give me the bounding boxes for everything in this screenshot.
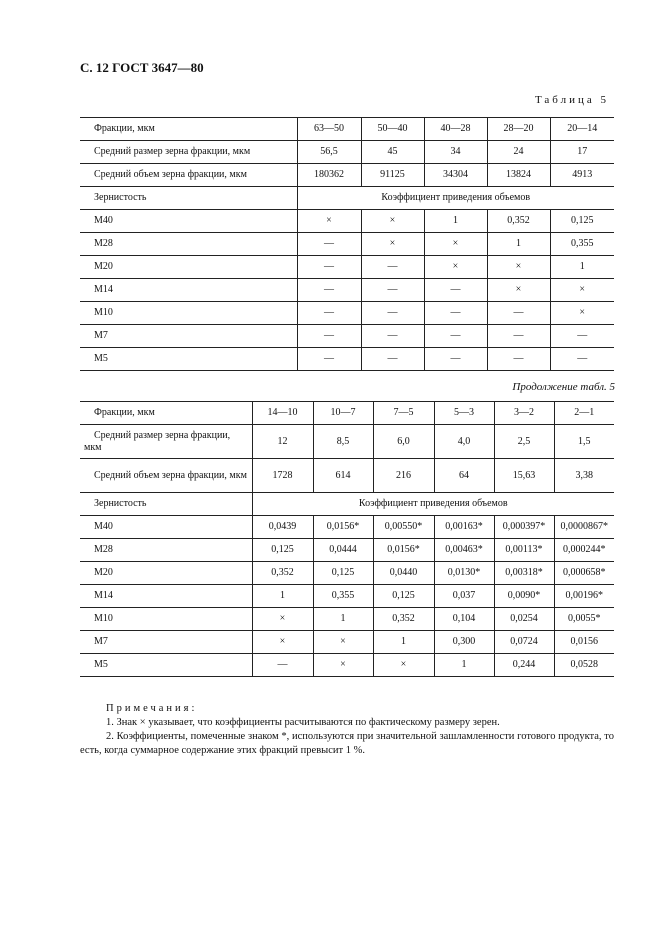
header-cell: 50—40 [361, 118, 424, 141]
coef-cell: — [487, 348, 550, 371]
row-mean-size-row [80, 425, 614, 459]
table-row [80, 539, 614, 562]
coef-cell: × [361, 210, 424, 233]
continuation-label: Продолжение табл. 5 [512, 381, 615, 393]
grit-cell: М5 [80, 348, 297, 371]
table-row [80, 233, 614, 256]
header-cell: 4913 [550, 164, 614, 187]
coef-cell: — [550, 348, 614, 371]
coef-cell: 1 [424, 210, 487, 233]
coef-cell: 0,244 [494, 654, 554, 677]
coef-cell: 0,037 [434, 585, 494, 608]
grit-header-row [80, 187, 614, 210]
header-cell: 1,5 [554, 425, 614, 459]
coef-cell: 0,352 [373, 608, 434, 631]
coef-cell: — [424, 325, 487, 348]
coef-cell: 0,000244* [554, 539, 614, 562]
grit-cell: М7 [80, 325, 297, 348]
coef-cell: 0,0439 [252, 516, 313, 539]
coef-cell: 0,352 [487, 210, 550, 233]
header-cell: 56,5 [297, 141, 361, 164]
coef-cell: 0,104 [434, 608, 494, 631]
coef-cell: — [487, 302, 550, 325]
coef-cell: × [424, 233, 487, 256]
grit-cell: М28 [80, 233, 297, 256]
header-cell: 17 [550, 141, 614, 164]
coef-cell: × [424, 256, 487, 279]
coef-cell: — [487, 325, 550, 348]
coef-cell: — [424, 348, 487, 371]
coef-cell: — [424, 279, 487, 302]
table-row [80, 654, 614, 677]
header-cell: 3,38 [554, 459, 614, 493]
coef-cell: — [297, 233, 361, 256]
coef-cell: 1 [434, 654, 494, 677]
header-cell: 1728 [252, 459, 313, 493]
header-cell: 34 [424, 141, 487, 164]
grit-cell: М5 [80, 654, 252, 677]
coef-cell: × [252, 631, 313, 654]
table-row [80, 608, 614, 631]
header-cell: 24 [487, 141, 550, 164]
table-label: Таблица 5 [534, 94, 609, 106]
coef-cell: — [297, 302, 361, 325]
coef-cell: × [487, 256, 550, 279]
header-cell: 3—2 [494, 402, 554, 425]
coef-cell: 1 [487, 233, 550, 256]
coef-cell: 0,00163* [434, 516, 494, 539]
coef-cell: 0,000397* [494, 516, 554, 539]
coef-cell: 0,0055* [554, 608, 614, 631]
table-row [80, 302, 614, 325]
coef-cell: × [297, 210, 361, 233]
table-row [80, 279, 614, 302]
coef-cell: 0,125 [550, 210, 614, 233]
grit-cell: М20 [80, 562, 252, 585]
coef-cell: — [361, 279, 424, 302]
table-row [80, 585, 614, 608]
coef-cell: 0,0090* [494, 585, 554, 608]
coef-cell: 0,00196* [554, 585, 614, 608]
grit-cell: М20 [80, 256, 297, 279]
coef-cell: × [252, 608, 313, 631]
coef-cell: 0,355 [550, 233, 614, 256]
grit-cell: М28 [80, 539, 252, 562]
coef-cell: × [487, 279, 550, 302]
coef-cell: 0,125 [373, 585, 434, 608]
coef-cell: × [550, 279, 614, 302]
table-row [80, 631, 614, 654]
coef-cell: 0,00318* [494, 562, 554, 585]
coef-cell: 0,00463* [434, 539, 494, 562]
header-cell: 216 [373, 459, 434, 493]
coef-cell: 0,00113* [494, 539, 554, 562]
row-label: Средний размер зерна фракции, мкм [80, 141, 297, 164]
coef-cell: 0,0156* [373, 539, 434, 562]
coef-cell: 0,0440 [373, 562, 434, 585]
row-fractions-row [80, 402, 614, 425]
coef-cell: 0,00550* [373, 516, 434, 539]
header-cell: 10—7 [313, 402, 373, 425]
grit-label: Зернистость [80, 187, 297, 210]
note-2: 2. Коэффициенты, помеченные знаком *, используются при значительной зашламленности готового продукта, то есть, когда суммарное содержание этих фракций превысит 1 %. [80, 731, 614, 756]
coef-label: Коэффициент приведения объемов [252, 493, 614, 516]
header-cell: 4,0 [434, 425, 494, 459]
row-label: Средний размер зерна фракции, мкм [80, 425, 252, 459]
header-cell: 91125 [361, 164, 424, 187]
row-mean-size-row [80, 141, 614, 164]
header-cell: 63—50 [297, 118, 361, 141]
header-cell: 45 [361, 141, 424, 164]
coef-cell: 1 [313, 608, 373, 631]
header-cell: 15,63 [494, 459, 554, 493]
note-1: 1. Знак × указывает, что коэффициенты расчитываются по фактическому размеру зерен. [106, 717, 500, 728]
coef-cell: — [361, 325, 424, 348]
coef-cell: 0,355 [313, 585, 373, 608]
header-cell: 20—14 [550, 118, 614, 141]
coef-label: Коэффициент приведения объемов [297, 187, 614, 210]
row-mean-volume-row [80, 459, 614, 493]
grit-header-row [80, 493, 614, 516]
header-cell: 5—3 [434, 402, 494, 425]
coef-cell: 0,0000867* [554, 516, 614, 539]
header-cell: 6,0 [373, 425, 434, 459]
table-5-part-2 [80, 401, 614, 677]
row-mean-volume-row [80, 164, 614, 187]
page-header: С. 12 ГОСТ 3647—80 [80, 60, 204, 75]
grit-cell: М10 [80, 608, 252, 631]
table-row [80, 516, 614, 539]
table-row [80, 210, 614, 233]
coef-cell: 0,352 [252, 562, 313, 585]
coef-cell: × [313, 654, 373, 677]
coef-cell: × [373, 654, 434, 677]
header-cell: 614 [313, 459, 373, 493]
header-cell: 34304 [424, 164, 487, 187]
header-cell: 13824 [487, 164, 550, 187]
grit-cell: М7 [80, 631, 252, 654]
coef-cell: 0,0724 [494, 631, 554, 654]
header-cell: 40—28 [424, 118, 487, 141]
coef-cell: — [361, 256, 424, 279]
notes-title: Примечания: [106, 703, 198, 714]
row-label: Фракции, мкм [80, 402, 252, 425]
grit-label: Зернистость [80, 493, 252, 516]
grit-cell: М10 [80, 302, 297, 325]
coef-cell: 0,125 [252, 539, 313, 562]
row-label: Средний объем зерна фракции, мкм [80, 459, 252, 493]
coef-cell: × [361, 233, 424, 256]
coef-cell: 1 [550, 256, 614, 279]
header-cell: 12 [252, 425, 313, 459]
header-cell: 14—10 [252, 402, 313, 425]
coef-cell: — [252, 654, 313, 677]
coef-cell: — [361, 348, 424, 371]
header-cell: 8,5 [313, 425, 373, 459]
header-cell: 64 [434, 459, 494, 493]
header-cell: 2—1 [554, 402, 614, 425]
header-cell: 7—5 [373, 402, 434, 425]
table-row [80, 325, 614, 348]
coef-cell: 0,0444 [313, 539, 373, 562]
coef-cell: 0,125 [313, 562, 373, 585]
coef-cell: 0,0156 [554, 631, 614, 654]
grit-cell: М40 [80, 516, 252, 539]
table-row [80, 256, 614, 279]
header-cell: 28—20 [487, 118, 550, 141]
coef-cell: 0,0528 [554, 654, 614, 677]
coef-cell: 0,0130* [434, 562, 494, 585]
coef-cell: — [424, 302, 487, 325]
header-cell: 180362 [297, 164, 361, 187]
table-5-part-1 [80, 117, 614, 371]
table-row [80, 348, 614, 371]
coef-cell: × [313, 631, 373, 654]
row-label: Средний объем зерна фракции, мкм [80, 164, 297, 187]
coef-cell: 0,0254 [494, 608, 554, 631]
coef-cell: 1 [252, 585, 313, 608]
header-cell: 2,5 [494, 425, 554, 459]
coef-cell: 1 [373, 631, 434, 654]
grit-cell: М14 [80, 585, 252, 608]
coef-cell: — [297, 348, 361, 371]
notes [80, 702, 614, 758]
coef-cell: — [361, 302, 424, 325]
grit-cell: М40 [80, 210, 297, 233]
coef-cell: 0,300 [434, 631, 494, 654]
coef-cell: — [297, 279, 361, 302]
coef-cell: × [550, 302, 614, 325]
coef-cell: — [550, 325, 614, 348]
coef-cell: 0,000658* [554, 562, 614, 585]
grit-cell: М14 [80, 279, 297, 302]
row-fractions-row [80, 118, 614, 141]
coef-cell: — [297, 256, 361, 279]
table-row [80, 562, 614, 585]
coef-cell: — [297, 325, 361, 348]
row-label: Фракции, мкм [80, 118, 297, 141]
coef-cell: 0,0156* [313, 516, 373, 539]
